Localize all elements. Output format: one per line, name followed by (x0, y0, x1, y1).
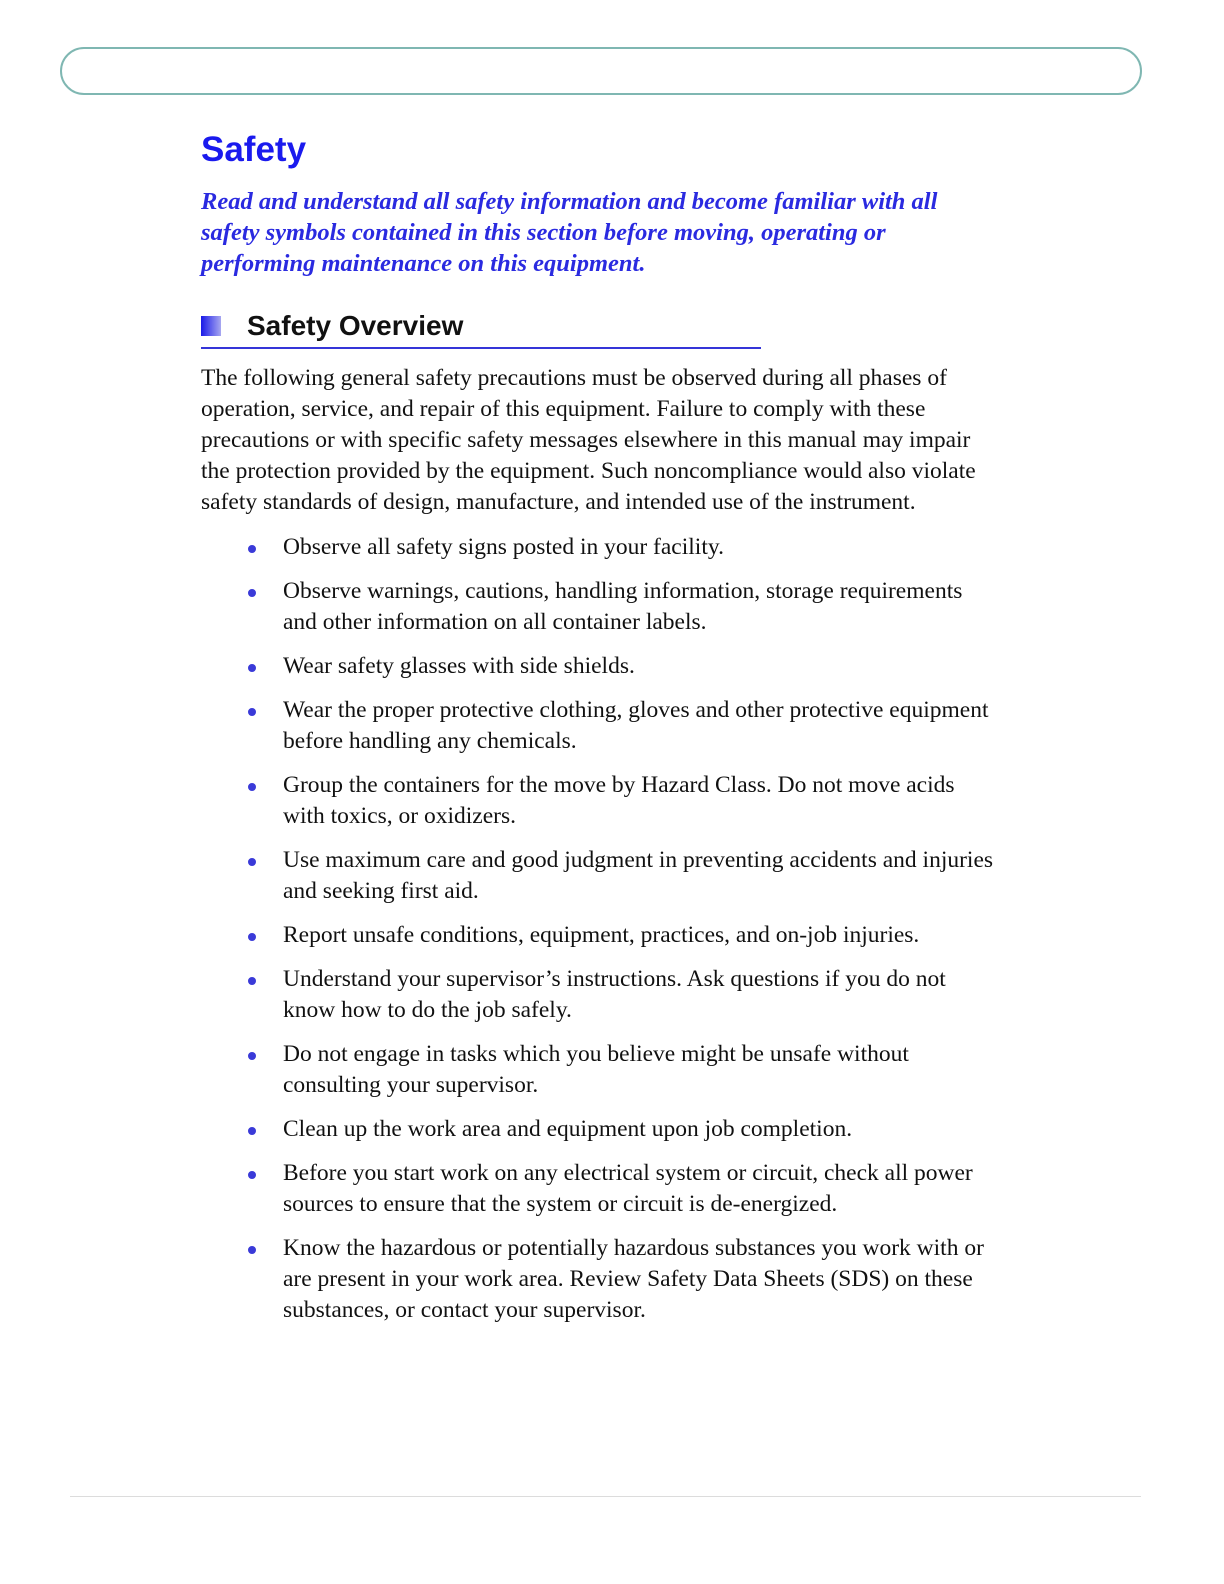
bullet-icon (248, 1171, 256, 1179)
list-item (201, 695, 1001, 757)
bullet-icon (248, 589, 256, 597)
list-item (201, 576, 1001, 638)
bullet-icon (248, 933, 256, 941)
bullet-list (201, 532, 1001, 1326)
list-item-text: Wear the proper protective clothing, gloves and other protective equipment before handling any chemicals. (283, 697, 989, 754)
list-item-text: Report unsafe conditions, equipment, practices, and on-job injuries. (283, 922, 920, 948)
list-item (201, 920, 1001, 951)
bullet-icon (248, 708, 256, 716)
list-item (201, 964, 1001, 1026)
bullet-icon (248, 858, 256, 866)
intro-text: Read and understand all safety information and become familiar with all safety symbols contained in this section before moving, operating or performing maintenance on this equipment. (201, 188, 938, 277)
bullet-icon (248, 1127, 256, 1135)
list-item-text: Clean up the work area and equipment upon job completion. (283, 1116, 853, 1142)
list-item-text: Use maximum care and good judgment in preventing accidents and injuries and seeking first aid. (283, 847, 994, 904)
bullet-icon (248, 1246, 256, 1254)
list-item (201, 1039, 1001, 1101)
bullet-icon (248, 977, 256, 985)
list-item-text: Before you start work on any electrical system or circuit, check all power sources to ensure that the system or circuit is de-energized. (283, 1160, 973, 1217)
bullet-icon (248, 545, 256, 553)
list-item-text: Know the hazardous or potentially hazardous substances you work with or are present in your work area. Review Safety Data Sheets (SDS) on these substances, or contact your supervisor. (283, 1235, 984, 1323)
list-item-text: Observe all safety signs posted in your facility. (283, 534, 724, 560)
list-item (201, 1114, 1001, 1145)
list-item (201, 845, 1001, 907)
section-heading: Safety Overview (247, 310, 464, 341)
list-item-text: Wear safety glasses with side shields. (283, 653, 635, 679)
list-item (201, 651, 1001, 682)
list-item (201, 532, 1001, 563)
section-heading-bar (201, 307, 761, 349)
list-item-text: Understand your supervisor’s instructions. Ask questions if you do not know how to do the job safely. (283, 966, 946, 1023)
bullet-icon (248, 783, 256, 791)
list-item-text: Group the containers for the move by Hazard Class. Do not move acids with toxics, or oxidizers. (283, 772, 955, 829)
list-item (201, 1158, 1001, 1220)
bullet-icon (248, 1052, 256, 1060)
section-paragraph: The following general safety precautions must be observed during all phases of operation, service, and repair of this equipment. Failure to comply with these precautions or with specific safety messages elsewhere in this manual may impair the protection provided by the equipment. Such noncompliance would also violate safety standards of design, manufacture, and intended use of the instrument. (201, 365, 976, 515)
page-content (201, 128, 1001, 1339)
list-item-text: Do not engage in tasks which you believe might be unsafe without consulting your supervisor. (283, 1041, 909, 1098)
header-bar (60, 47, 1142, 95)
list-item-text: Observe warnings, cautions, handling information, storage requirements and other information on all container labels. (283, 578, 963, 635)
list-item (201, 770, 1001, 832)
section-square-icon (201, 316, 221, 336)
list-item (201, 1233, 1001, 1326)
bullet-icon (248, 664, 256, 672)
page-title: Safety (201, 130, 307, 169)
footer-divider (70, 1496, 1141, 1497)
